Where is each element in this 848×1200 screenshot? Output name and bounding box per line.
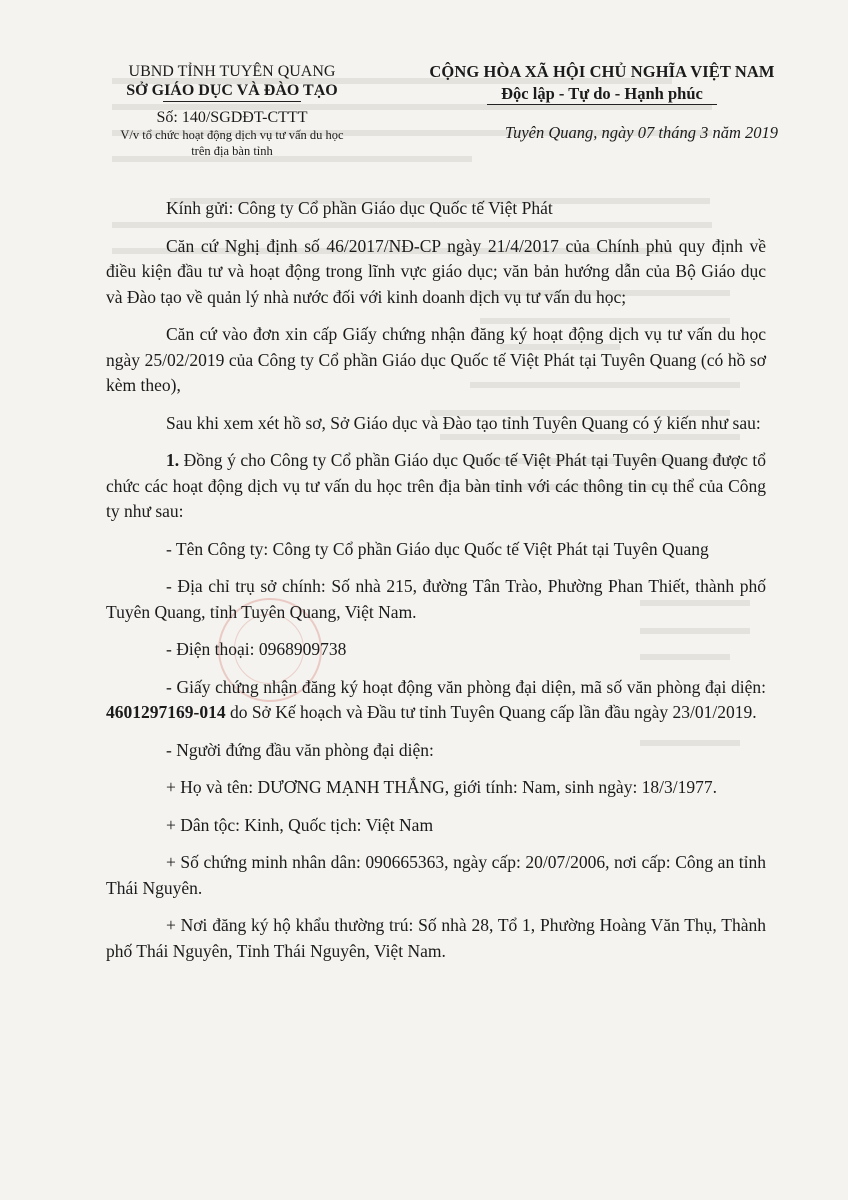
phone-line: - Điện thoại: 0968909738: [166, 639, 347, 659]
subject-line-1: V/v tổ chức hoạt động dịch vụ tư vấn du học: [120, 128, 344, 142]
certificate-prefix: - Giấy chứng nhận đăng ký hoạt động văn phòng đại diện, mã số văn phòng đại diện:: [166, 676, 766, 697]
company-name-line: - Tên Công ty: Công ty Cổ phần Giáo dục Quốc tế Việt Phát tại Tuyên Quang: [166, 538, 709, 559]
certificate-suffix: do Sở Kế hoạch và Đầu tư tỉnh Tuyên Quang cấp lần đầu ngày 23/01/2019.: [225, 702, 757, 722]
national-title-block: [412, 62, 792, 142]
certificate-code: 4601297169-014: [106, 702, 226, 722]
review-statement: Sau khi xem xét hồ sơ, Sở Giáo dục và Đào tạo tỉnh Tuyên Quang có ý kiến như sau:: [166, 412, 761, 433]
national-motto: Độc lập - Tự do - Hạnh phúc: [501, 84, 703, 103]
address-line: - Địa chỉ trụ sở chính: Số nhà 215, đường Tân Trào, Phường Phan Thiết, thành phố Tuyên Quang, tỉnh Tuyên Quang, Việt Nam.: [106, 576, 766, 622]
residence-line: + Nơi đăng ký hộ khẩu thường trú: Số nhà 28, Tổ 1, Phường Hoàng Văn Thụ, Thành phố Thái Nguyên, Tỉnh Thái Nguyên, Việt Nam.: [106, 915, 766, 961]
nation-title: CỘNG HÒA XÃ HỘI CHỦ NGHĨA VIỆT NAM: [429, 62, 775, 81]
ethnicity-line: + Dân tộc: Kinh, Quốc tịch: Việt Nam: [166, 814, 434, 835]
place-and-date: Tuyên Quang, ngày 07 tháng 3 năm 2019: [504, 123, 778, 142]
head-name-line: + Họ và tên: DƯƠNG MẠNH THẮNG, giới tính: Nam, sinh ngày: 18/3/1977.: [166, 777, 718, 797]
legal-basis-2: Căn cứ vào đơn xin cấp Giấy chứng nhận đăng ký hoạt động dịch vụ tư vấn du học ngày 25/02/2019 của Công ty Cổ phần Giáo dục Quốc tế Việt Phát tại Tuyên Quang (có hồ sơ kèm theo),: [106, 324, 766, 395]
document-number: Số: 140/SGDĐT-CTTT: [156, 109, 308, 126]
id-card-line: + Số chứng minh nhân dân: 090665363, ngày cấp: 20/07/2006, nơi cấp: Công an tỉnh Thái Nguyên.: [106, 852, 766, 898]
item-1-number: 1.: [166, 450, 180, 470]
subject-line-2: trên địa bàn tỉnh: [191, 144, 273, 158]
item-1-paragraph: [106, 448, 766, 525]
issuing-authority-block: [82, 62, 382, 159]
item-1-text: Đồng ý cho Công ty Cổ phần Giáo dục Quốc tế Việt Phát tại Tuyên Quang được tổ chức các hoạt động dịch vụ tư vấn du học trên địa bàn tỉnh với các thông tin cụ thể của Công ty như sau:: [106, 450, 766, 521]
legal-basis-1: Căn cứ Nghị định số 46/2017/NĐ-CP ngày 21/4/2017 của Chính phủ quy định về điều kiện đầu tư và hoạt động trong lĩnh vực giáo dục; văn bản hướng dẫn của Bộ Giáo dục và Đào tạo về quản lý nhà nước đối với kinh doanh dịch vụ tư vấn du học;: [106, 235, 766, 307]
recipient-line: Kính gửi: Công ty Cổ phần Giáo dục Quốc tế Việt Phát: [166, 198, 553, 218]
head-office-line: - Người đứng đầu văn phòng đại diện:: [166, 739, 434, 760]
certificate-line: [106, 675, 766, 726]
motto-underline: [487, 104, 717, 105]
document-body: [106, 196, 766, 964]
department-underline: [163, 101, 301, 102]
agency-name: UBND TỈNH TUYÊN QUANG: [128, 63, 336, 80]
department-name: SỞ GIÁO DỤC VÀ ĐÀO TẠO: [126, 82, 338, 99]
